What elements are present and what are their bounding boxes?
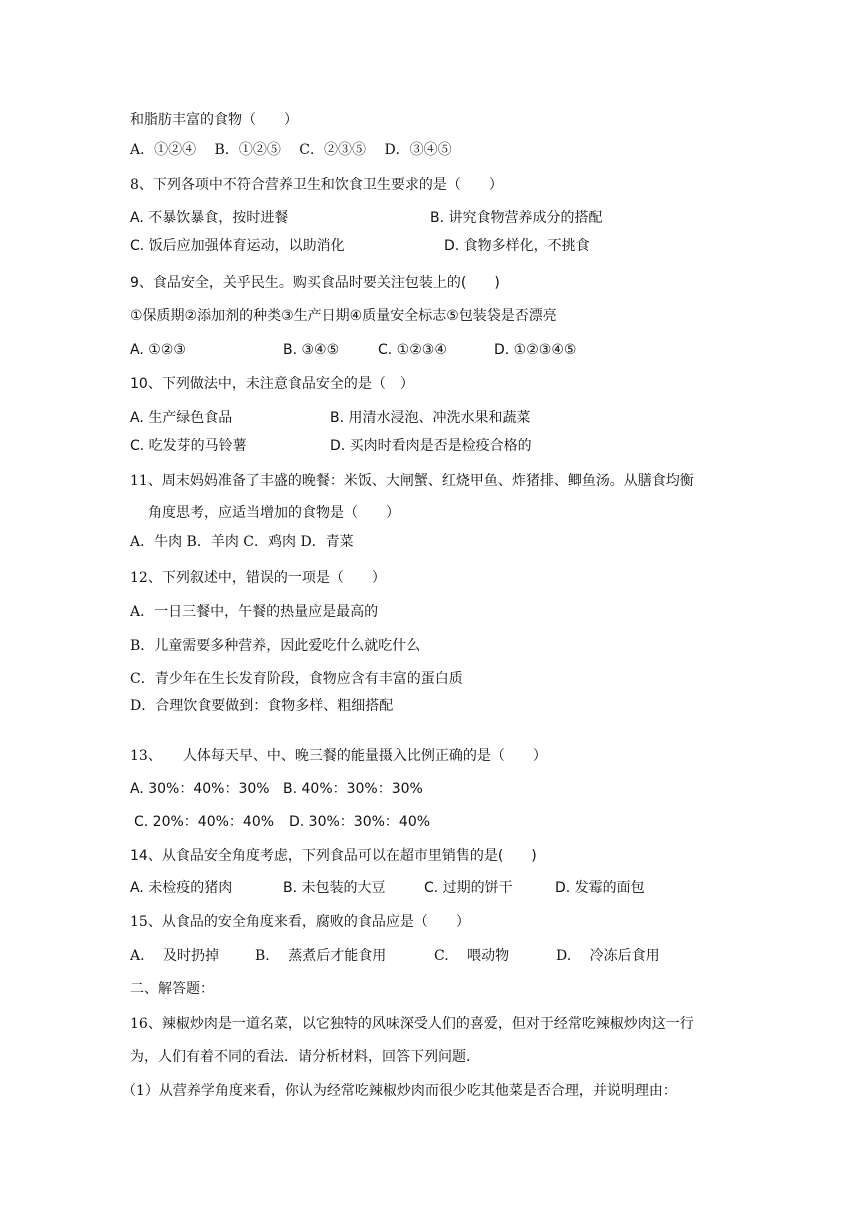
option-14b: B. 未包装的大豆 — [283, 880, 386, 896]
option-15a: A. 及时扔掉 — [130, 948, 220, 964]
option-8a: A. 不暴饮暴食，按时进餐 — [130, 210, 289, 226]
option-13d: D. 30%：30%：40% — [289, 814, 431, 830]
question-8: 8、下列各项中不符合营养卫生和饮食卫生要求的是（ ） — [130, 177, 503, 193]
option-12b: B．儿童需要多种营养，因此爱吃什么就吃什么 — [130, 638, 421, 654]
question-10: 10、下列做法中，未注意食品安全的是（ ） — [130, 376, 414, 392]
question-15: 15、从食品的安全角度来看，腐败的食品应是（ ） — [130, 914, 470, 930]
option-12c: C．青少年在生长发育阶段，食物应含有丰富的蛋白质 — [130, 671, 463, 687]
options-line: A．①②④ B．①②⑤ C．②③⑤ D．③④⑤ — [130, 142, 452, 158]
question-16-cont: 为，人们有着不同的看法．请分析材料，回答下列问题． — [130, 1049, 480, 1065]
text-line: 和脂肪丰富的食物（ ） — [130, 112, 298, 128]
question-16-part-1: （1）从营养学角度来看，你认为经常吃辣椒炒肉而很少吃其他菜是否合理，并说明理由： — [122, 1083, 677, 1099]
option-9c: C. ①②③④ — [378, 342, 447, 358]
option-10b: B. 用清水浸泡、冲洗水果和蔬菜 — [330, 410, 531, 426]
option-13c: C. 20%：40%：40% — [134, 814, 275, 830]
question-9-statements: ①保质期②添加剂的种类③生产日期④质量安全标志⑤包装袋是否漂亮 — [130, 308, 557, 324]
option-10d: D. 买肉时看肉是否是检疫合格的 — [330, 438, 532, 454]
option-15c: C. 喂动物 — [434, 948, 510, 964]
section-heading: 二、解答题： — [130, 981, 214, 997]
option-9a: A. ①②③ — [130, 342, 186, 358]
option-8c: C. 饭后应加强体育运动，以助消化 — [130, 238, 345, 254]
option-10c: C. 吃发芽的马铃薯 — [130, 438, 247, 454]
option-12d: D．合理饮食要做到：食物多样、粗细搭配 — [130, 698, 394, 714]
option-12a: A．一日三餐中，午餐的热量应是最高的 — [130, 604, 379, 620]
option-9b: B. ③④⑤ — [283, 342, 340, 358]
option-8b: B. 讲究食物营养成分的搭配 — [430, 210, 603, 226]
option-15d: D. 冷冻后食用 — [556, 948, 660, 964]
question-11: 11、周末妈妈准备了丰盛的晚餐：米饭、大闸蟹、红烧甲鱼、炸猪排、鲫鱼汤。从膳食均衡 — [130, 473, 694, 489]
option-8d: D. 食物多样化，不挑食 — [444, 238, 590, 254]
question-11-cont: 角度思考，应适当增加的食物是（ ） — [148, 505, 400, 521]
option-14a: A. 未检疫的猪肉 — [130, 880, 233, 896]
option-13a: A. 30%：40%：30% — [130, 781, 270, 797]
question-12: 12、下列叙述中，错误的一项是（ ） — [130, 570, 386, 586]
option-15b: B. 蒸煮后才能食用 — [255, 948, 387, 964]
question-9: 9、食品安全，关乎民生。购买食品时要关注包装上的( ) — [130, 275, 500, 291]
option-14c: C. 过期的饼干 — [424, 880, 513, 896]
option-13b: B. 40%：30%：30% — [283, 781, 423, 797]
options-11: A．牛肉 B．羊肉 C．鸡肉 D．青菜 — [130, 534, 354, 550]
question-13: 13、 人体每天早、中、晚三餐的能量摄入比例正确的是（ ） — [130, 748, 547, 764]
question-16: 16、辣椒炒肉是一道名菜，以它独特的风味深受人们的喜爱，但对于经常吃辣椒炒肉这一行 — [130, 1016, 694, 1032]
option-9d: D. ①②③④⑤ — [494, 342, 577, 358]
question-14: 14、从食品安全角度考虑，下列食品可以在超市里销售的是( ) — [130, 848, 537, 864]
option-10a: A. 生产绿色食品 — [130, 410, 233, 426]
option-14d: D. 发霉的面包 — [555, 880, 645, 896]
